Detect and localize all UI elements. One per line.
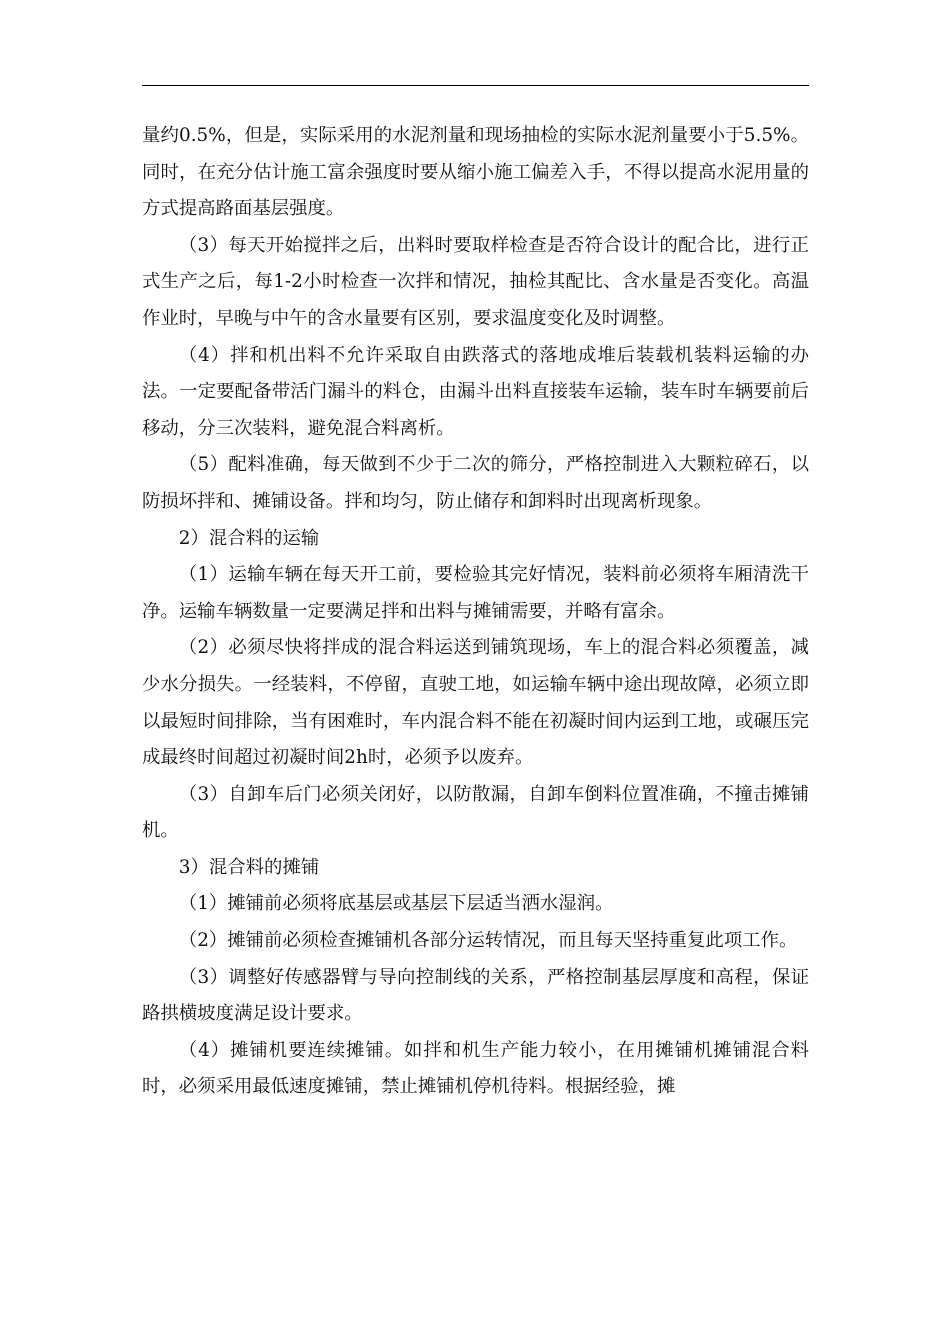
section-heading: 3）混合料的摊铺 [178,856,320,878]
paragraph: 量约0.5%，但是，实际采用的水泥剂量和现场抽检的实际水泥剂量要小于5.5%。同时，在充分估计施工富余强度时要从缩小施工偏差入手，不得以提高水泥用量的方式提高路面基层强度。 [142,125,809,220]
paragraph: （1）摊铺前必须将底基层或基层下层适当洒水湿润。 [178,893,614,915]
header-rule [142,85,809,86]
paragraph: （5）配料准确，每天做到不少于二次的筛分，严格控制进入大颗粒碎石，以防损坏拌和、摊铺设备。拌和均匀，防止储存和卸料时出现离析现象。 [142,454,809,512]
paragraph: （1）运输车辆在每天开工前，要检验其完好情况，装料前必须将车厢清洗干净。运输车辆数量一定要满足拌和出料与摊铺需要，并略有富余。 [142,564,809,622]
paragraph: （4）摊铺机要连续摊铺。如拌和机生产能力较小，在用摊铺机摊铺混合料时，必须采用最低速度摊铺，禁止摊铺机停机待料。根据经验，摊 [142,1039,809,1098]
paragraph: （2）摊铺前必须检查摊铺机各部分运转情况，而且每天坚持重复此项工作。 [178,930,798,952]
paragraph: （3）调整好传感器臂与导向控制线的关系，严格控制基层厚度和高程，保证路拱横坡度满足设计要求。 [142,966,809,1025]
paragraph: （3）每天开始搅拌之后，出料时要取样检查是否符合设计的配合比，进行正式生产之后，每1-2小时检查一次拌和情况，抽检其配比、含水量是否变化。高温作业时，早晚与中午的含水量要有区别，要求温度变化及时调整。 [142,234,809,329]
paragraph: （2）必须尽快将拌成的混合料运送到铺筑现场，车上的混合料必须覆盖，减少水分损失。一经装料，不停留，直驶工地，如运输车辆中途出现故障，必须立即以最短时间排除，当有困难时，车内混合料不能在初凝时间内运到工地，或碾压完成最终时间超过初凝时间2h时，必须予以废弃。 [142,637,809,769]
section-heading: 2）混合料的运输 [178,527,320,549]
paragraph: （4）拌和机出料不允许采取自由跌落式的落地成堆后装载机装料运输的办法。一定要配备带活门漏斗的料仓，由漏斗出料直接装车运输，装车时车辆要前后移动，分三次装料，避免混合料离析。 [142,344,809,439]
body-text [142,118,809,1106]
paragraph: （3）自卸车后门必须关闭好，以防散漏，自卸车倒料位置准确，不撞击摊铺机。 [142,783,809,842]
